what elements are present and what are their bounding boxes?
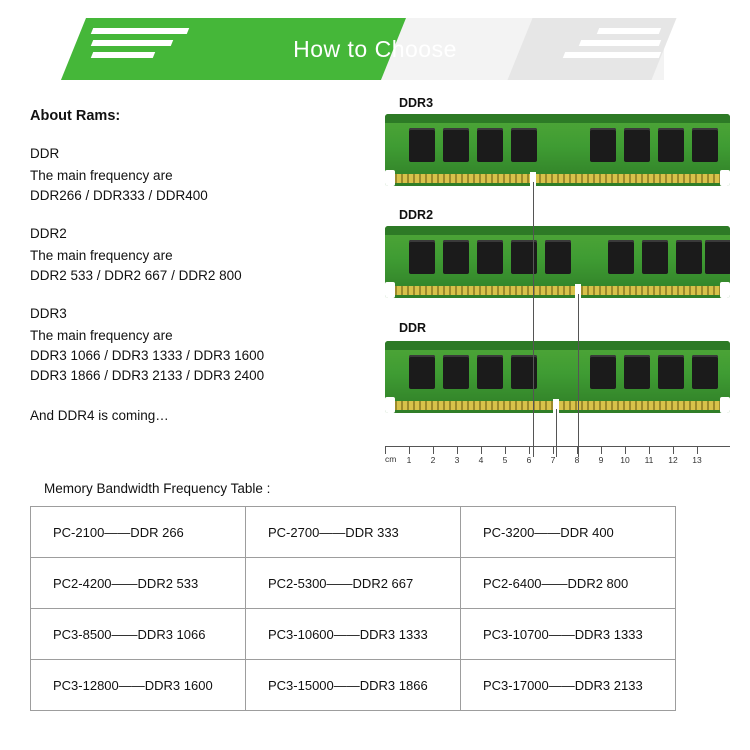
ram-module-ddr — [385, 341, 730, 413]
table-cell: PC3-8500——DDR3 1066 — [31, 609, 246, 660]
ruler-tick-2: 2 — [430, 455, 436, 465]
ruler-tick-1: 1 — [406, 455, 412, 465]
ruler-tick-10: 10 — [620, 455, 630, 465]
ram-name-ddr2: DDR2 — [30, 226, 67, 241]
ruler-unit-label: cm — [385, 454, 397, 464]
table-cell: PC2-6400——DDR2 800 — [461, 558, 676, 609]
ram-module-ddr3 — [385, 114, 730, 186]
table-cell: PC3-10700——DDR3 1333 — [461, 609, 676, 660]
table-cell: PC-3200——DDR 400 — [461, 507, 676, 558]
table-cell: PC3-10600——DDR3 1333 — [246, 609, 461, 660]
table-cell: PC2-5300——DDR2 667 — [246, 558, 461, 609]
table-row — [31, 660, 676, 711]
ram-desc-ddr3-3: DDR3 1866 / DDR3 2133 / DDR3 2400 — [30, 368, 265, 383]
ram-module-ddr2 — [385, 226, 730, 298]
ruler-tick-8: 8 — [574, 455, 580, 465]
ram-desc-ddr2-2: DDR2 533 / DDR2 667 / DDR2 800 — [30, 268, 242, 283]
ram-desc-ddr-2: DDR266 / DDR333 / DDR400 — [30, 188, 208, 203]
table-cell: PC2-4200——DDR2 533 — [31, 558, 246, 609]
about-heading: About Rams: — [30, 108, 121, 124]
alignment-line-ddr3 — [533, 182, 534, 457]
ram-desc-ddr2-1: The main frequency are — [30, 248, 173, 263]
ruler-tick-5: 5 — [502, 455, 508, 465]
table-row — [31, 507, 676, 558]
diagram-label-ddr: DDR — [399, 321, 427, 335]
diagram-label-ddr2: DDR2 — [399, 208, 434, 222]
table-cell: PC3-17000——DDR3 2133 — [461, 660, 676, 711]
diagram-label-ddr3: DDR3 — [399, 96, 434, 110]
ram-name-ddr3: DDR3 — [30, 306, 67, 321]
ram-desc-ddr3-1: The main frequency are — [30, 328, 173, 343]
ruler-tick-9: 9 — [598, 455, 604, 465]
memory-bandwidth-table — [30, 506, 676, 711]
ruler-tick-12: 12 — [668, 455, 678, 465]
ruler-tick-13: 13 — [692, 455, 702, 465]
ruler-tick-4: 4 — [478, 455, 484, 465]
ram-block-ddr3 — [30, 306, 370, 386]
ram-desc-ddr-1: The main frequency are — [30, 168, 173, 183]
table-row — [31, 558, 676, 609]
table-cell: PC3-15000——DDR3 1866 — [246, 660, 461, 711]
about-rams-section — [30, 108, 370, 423]
table-cell: PC3-12800——DDR3 1600 — [31, 660, 246, 711]
alignment-line-ddr2 — [578, 294, 579, 457]
ram-name-ddr: DDR — [30, 146, 60, 161]
table-caption: Memory Bandwidth Frequency Table : — [44, 481, 271, 496]
ruler-tick-7: 7 — [550, 455, 556, 465]
page-title: How to Choose — [293, 36, 457, 62]
page-header-banner — [0, 18, 750, 80]
ruler — [385, 446, 730, 473]
ram-modules-diagram — [385, 96, 730, 474]
ruler-tick-11: 11 — [644, 455, 654, 465]
ruler-tick-3: 3 — [454, 455, 460, 465]
ddr4-note: And DDR4 is coming… — [30, 408, 169, 423]
ram-block-ddr — [30, 146, 370, 206]
ram-block-ddr2 — [30, 226, 370, 286]
table-row — [31, 609, 676, 660]
ruler-tick-6: 6 — [526, 455, 532, 465]
table-cell: PC-2100——DDR 266 — [31, 507, 246, 558]
table-cell: PC-2700——DDR 333 — [246, 507, 461, 558]
ram-desc-ddr3-2: DDR3 1066 / DDR3 1333 / DDR3 1600 — [30, 348, 265, 363]
